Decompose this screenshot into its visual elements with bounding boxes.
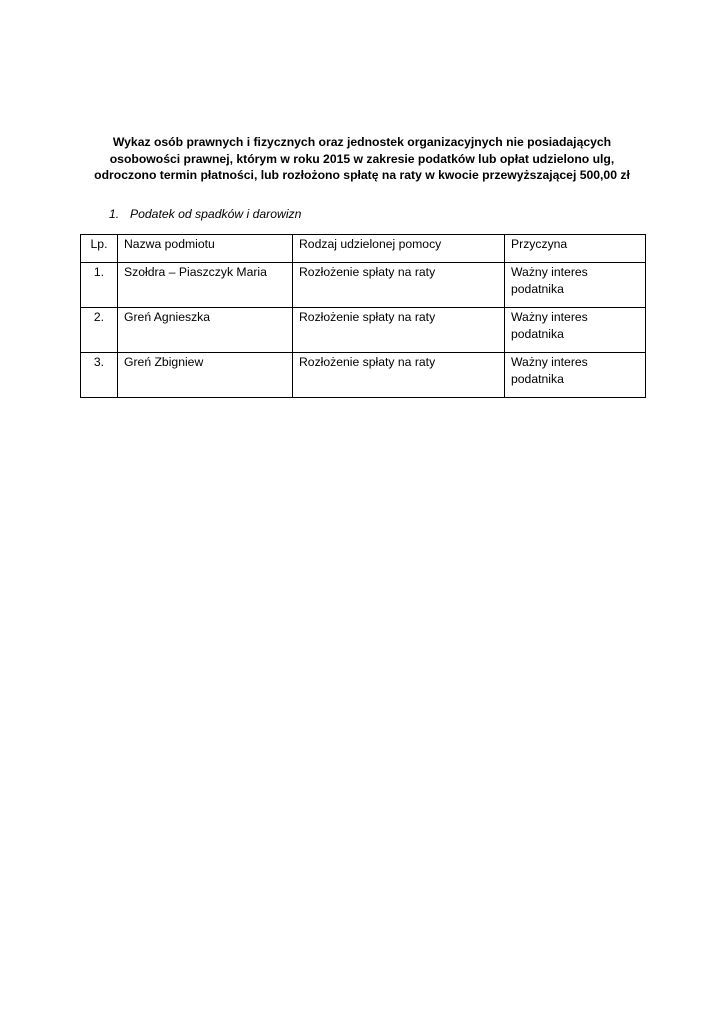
cell-name: Greń Agnieszka [118, 308, 293, 353]
header-name: Nazwa podmiotu [118, 235, 293, 263]
title-line: Wykaz osób prawnych i fizycznych oraz jednostek organizacyjnych nie posiadających [112, 135, 612, 149]
header-aid-type: Rodzaj udzielonej pomocy [293, 235, 505, 263]
reason-line: podatnika [511, 327, 564, 341]
document-title [70, 134, 654, 184]
title-line: osobowości prawnej, którym w roku 2015 w zakresie podatków lub opłat udzielono ulg, [109, 151, 615, 166]
cell-aid-type: Rozłożenie spłaty na raty [293, 308, 505, 353]
cell-name: Szołdra – Piaszczyk Maria [118, 263, 293, 308]
cell-reason [505, 263, 646, 308]
title-line: odroczono termin płatności, lub rozłożono spłatę na raty w kwocie przewyższającej 500,00 zł [94, 168, 630, 182]
table-row [81, 353, 646, 398]
cell-aid-type: Rozłożenie spłaty na raty [293, 263, 505, 308]
header-reason: Przyczyna [505, 235, 646, 263]
table-row [81, 263, 646, 308]
section-label: Podatek od spadków i darowizn [130, 207, 302, 221]
table-header-row [81, 235, 646, 263]
reason-line: Ważny interes [511, 265, 588, 279]
cell-name: Greń Zbigniew [118, 353, 293, 398]
reason-line: Ważny interes [511, 355, 588, 369]
cell-lp: 2. [81, 308, 118, 353]
aid-table [80, 234, 646, 398]
section-number: 1. [109, 207, 120, 221]
cell-reason [505, 353, 646, 398]
cell-reason [505, 308, 646, 353]
cell-aid-type: Rozłożenie spłaty na raty [293, 353, 505, 398]
reason-line: podatnika [511, 372, 564, 386]
cell-lp: 3. [81, 353, 118, 398]
reason-line: podatnika [511, 282, 564, 296]
section-heading [109, 206, 301, 222]
header-lp: Lp. [81, 235, 118, 263]
cell-lp: 1. [81, 263, 118, 308]
table-row [81, 308, 646, 353]
reason-line: Ważny interes [511, 310, 588, 324]
